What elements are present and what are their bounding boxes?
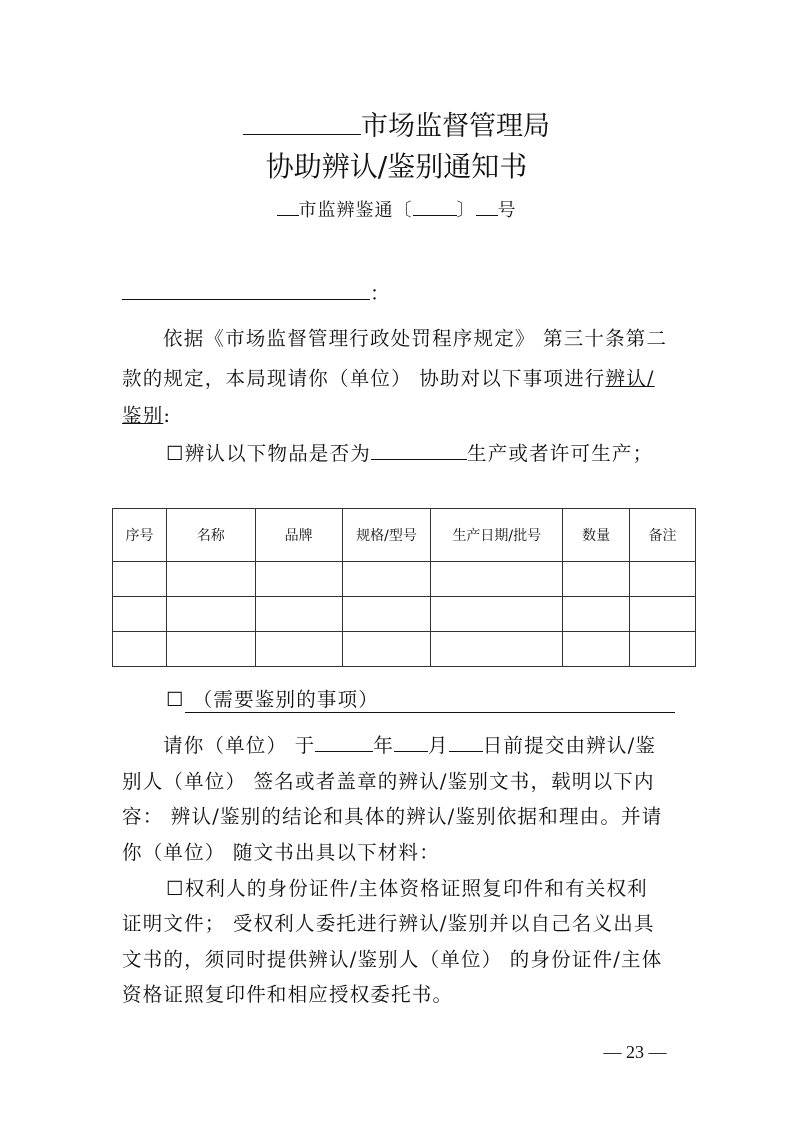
request-line-3: 容： 辨认/鉴别的结论和具体的辨认/鉴别依据和理由。并请 xyxy=(122,805,663,828)
checkbox-appraise[interactable]: ☐ xyxy=(166,688,185,711)
intro-line-1: 依据《市场监督管理行政处罚程序规定》 第三十条第二 xyxy=(163,327,668,350)
page-number: — 23 — xyxy=(603,1042,667,1062)
doc-title: 协助辨认/鉴别通知书 xyxy=(265,150,528,183)
table-cell[interactable] xyxy=(166,562,255,597)
intro-line-2: 款的规定，本局现请你（单位） 协助对以下事项进行辨认/ xyxy=(122,367,655,390)
table-cell[interactable] xyxy=(431,597,563,632)
request-line-2: 别人（单位） 签名或者盖章的辨认/鉴别文书，载明以下内 xyxy=(122,770,655,793)
table-cell[interactable] xyxy=(342,597,431,632)
column-header: 序号 xyxy=(113,509,167,562)
table-cell[interactable] xyxy=(342,632,431,667)
day-blank[interactable] xyxy=(449,731,483,752)
table-cell[interactable] xyxy=(255,597,342,632)
table-cell[interactable] xyxy=(342,562,431,597)
doc-number: 市监辨鉴通〔 〕 号 xyxy=(0,196,793,222)
agency-name-blank[interactable] xyxy=(243,106,361,135)
column-header: 生产日期/批号 xyxy=(431,509,563,562)
table-cell[interactable] xyxy=(630,562,696,597)
table-cell[interactable] xyxy=(431,632,563,667)
table-cell[interactable] xyxy=(563,632,630,667)
table-cell[interactable] xyxy=(113,632,167,667)
month-blank[interactable] xyxy=(394,731,428,752)
table-cell[interactable] xyxy=(563,597,630,632)
column-header: 品牌 xyxy=(255,509,342,562)
option-appraise xyxy=(166,684,675,713)
table-cell[interactable] xyxy=(113,562,167,597)
checkbox-materials[interactable]: ☐ xyxy=(166,877,185,900)
materials-line-1: ☐权利人的身份证件/主体资格证照复印件和有关权利 xyxy=(166,877,648,900)
items-table xyxy=(112,508,696,667)
column-header: 备注 xyxy=(630,509,696,562)
agency-title xyxy=(0,104,793,143)
column-header: 名称 xyxy=(166,509,255,562)
doc-number-year-blank[interactable] xyxy=(413,196,457,216)
table-cell[interactable] xyxy=(563,562,630,597)
table-header-row xyxy=(113,509,696,562)
recipient-colon: ： xyxy=(370,282,391,305)
appraise-matter-blank[interactable]: （需要鉴别的事项） xyxy=(185,684,675,713)
column-header: 规格/型号 xyxy=(342,509,431,562)
table-row xyxy=(113,597,696,632)
request-line-4: 你（单位） 随文书出具以下材料： xyxy=(122,841,440,864)
table-row xyxy=(113,632,696,667)
table-cell[interactable] xyxy=(431,562,563,597)
table-row xyxy=(113,562,696,597)
checkbox-identify[interactable]: ☐ xyxy=(166,442,185,465)
materials-line-2: 证明文件； 受权利人委托进行辨认/鉴别并以自己名义出具 xyxy=(122,912,655,935)
table-cell[interactable] xyxy=(630,597,696,632)
year-blank[interactable] xyxy=(315,731,373,752)
table-cell[interactable] xyxy=(630,632,696,667)
option-identify: ☐辨认以下物品是否为 生产或者许可生产； xyxy=(166,438,653,466)
table-cell[interactable] xyxy=(166,597,255,632)
doc-number-city-blank[interactable] xyxy=(277,196,299,216)
request-line-1: 请你（单位） 于 年 月 日前提交由辨认/鉴 xyxy=(163,730,656,758)
intro-line-3: 鉴别: xyxy=(122,404,172,427)
column-header: 数量 xyxy=(563,509,630,562)
materials-line-3: 文书的，须同时提供辨认/鉴别人（单位） 的身份证件/主体 xyxy=(122,948,663,971)
table-cell[interactable] xyxy=(113,597,167,632)
table-cell[interactable] xyxy=(255,562,342,597)
producer-blank[interactable] xyxy=(371,439,467,460)
recipient-blank[interactable] xyxy=(122,279,370,300)
table-cell[interactable] xyxy=(255,632,342,667)
materials-line-4: 资格证照复印件和相应授权委托书。 xyxy=(122,983,454,1006)
table-cell[interactable] xyxy=(166,632,255,667)
doc-number-seq-blank[interactable] xyxy=(476,196,498,216)
agency-suffix: 市场监督管理局 xyxy=(361,111,550,142)
recipient-line xyxy=(122,278,391,306)
